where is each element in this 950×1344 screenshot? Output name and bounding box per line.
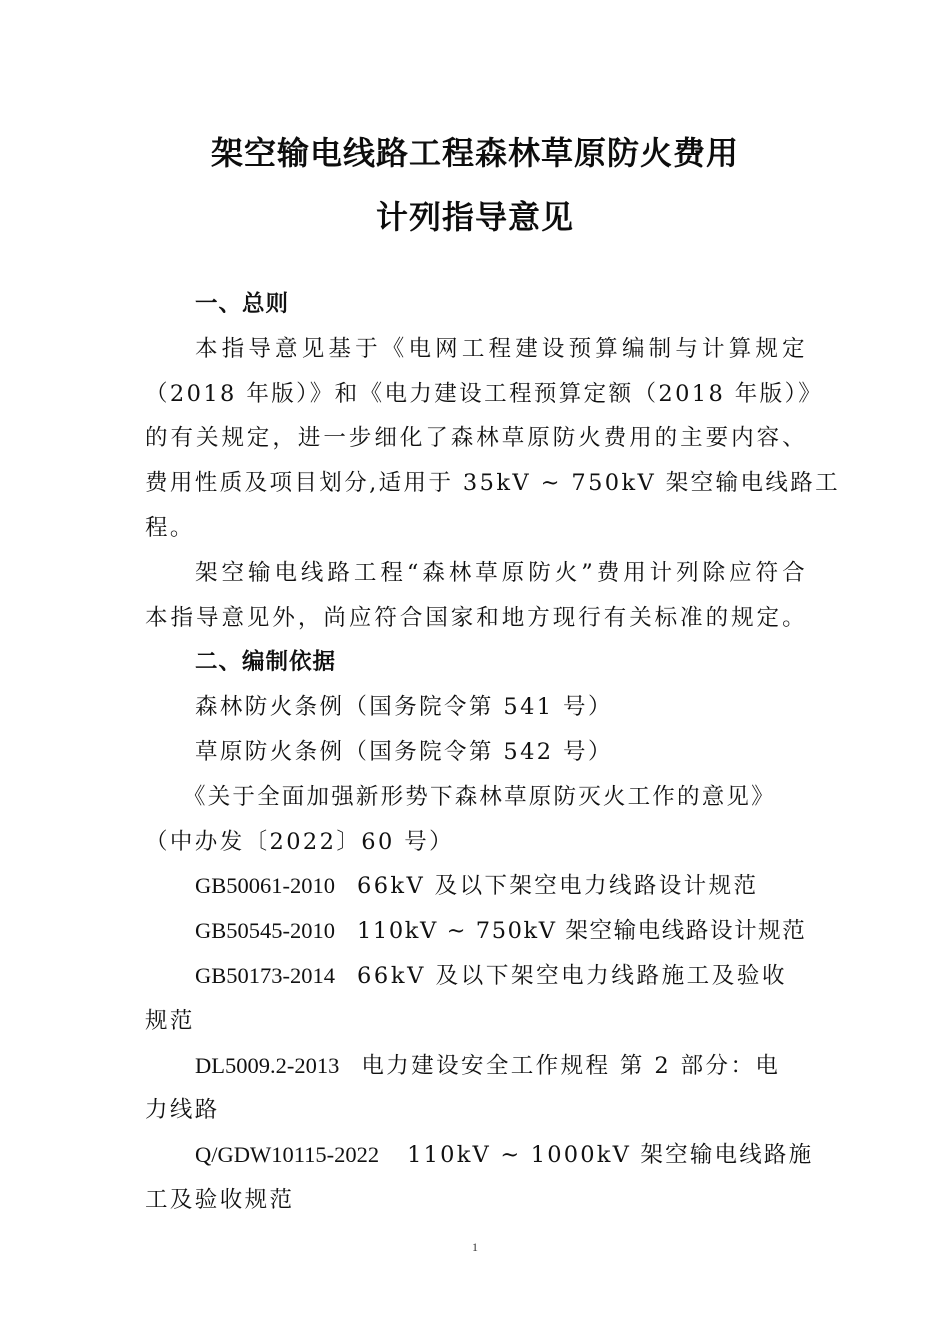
page-number: 1: [472, 1240, 478, 1254]
standard-title: 66kV 及以下架空电力线路设计规范: [357, 873, 759, 900]
reference-item: [145, 730, 807, 775]
reference-line: 《关于全面加强新形势下森林草原防灭火工作的意见》: [183, 783, 776, 810]
reference-item: [145, 685, 807, 730]
standard-title: 110kV ~ 750kV 架空输电线路设计规范: [357, 918, 807, 945]
section-heading-basis: 二、编制依据: [195, 649, 337, 676]
paragraph-line: 程。: [145, 514, 195, 541]
standard-title: 电力建设安全工作规程 第 2 部分：电: [361, 1052, 781, 1079]
reference-item: [145, 909, 807, 954]
section-heading-general: 一、总则: [195, 291, 290, 317]
reference-item: [145, 864, 807, 909]
standard-code: DL5009.2-2013: [195, 1052, 340, 1078]
paragraph-line: 本指导意见外，尚应符合国家和地方现行有关标准的规定。: [145, 604, 807, 631]
reference-line: 规范: [145, 1007, 195, 1034]
paragraph-line: 费用性质及项目划分,适用于 35kV ~ 750kV 架空输电线路工: [145, 470, 841, 497]
reference-line: 工及验收规范: [145, 1186, 295, 1213]
reference-item: [145, 1133, 814, 1223]
standard-code: GB50173-2014: [195, 962, 335, 988]
document-title-line-2: 计列指导意见: [375, 198, 574, 236]
reference-line: 力线路: [145, 1097, 220, 1124]
paragraph-line: 的有关规定，进一步细化了森林草原防火费用的主要内容、: [145, 425, 807, 452]
reference-item: [145, 1044, 807, 1134]
paragraph-compliance: [145, 551, 807, 641]
reference-line: [145, 1133, 814, 1178]
paragraph-line: 架空输电线路工程“森林草原防火”费用计列除应符合: [195, 559, 807, 586]
reference-item: [145, 954, 807, 1044]
reference-line: [145, 864, 807, 909]
reference-line: [145, 909, 807, 954]
standard-title: 66kV 及以下架空电力线路施工及验收: [357, 962, 788, 989]
document-body: [145, 282, 841, 1223]
paragraph-line: （2018 年版）》和《电力建设工程预算定额（2018 年版）》: [145, 380, 824, 407]
reference-line: 森林防火条例（国务院令第 541 号）: [195, 694, 613, 721]
standard-code: GB50545-2010: [195, 918, 335, 944]
document-title-line-1: 架空输电线路工程森林草原防火费用: [210, 134, 739, 172]
paragraph-scope: [145, 327, 841, 551]
reference-line: [145, 1044, 807, 1089]
reference-item: [145, 775, 807, 865]
standard-code: GB50061-2010: [195, 873, 335, 899]
standard-title: 110kV ~ 1000kV 架空输电线路施: [407, 1142, 814, 1169]
reference-line: （中办发〔2022〕60 号）: [145, 828, 455, 855]
standard-code: Q/GDW10115-2022: [195, 1142, 380, 1168]
paragraph-line: 本指导意见基于《电网工程建设预算编制与计算规定: [195, 335, 807, 362]
reference-line: [145, 954, 807, 999]
reference-line: 草原防火条例（国务院令第 542 号）: [195, 738, 613, 765]
